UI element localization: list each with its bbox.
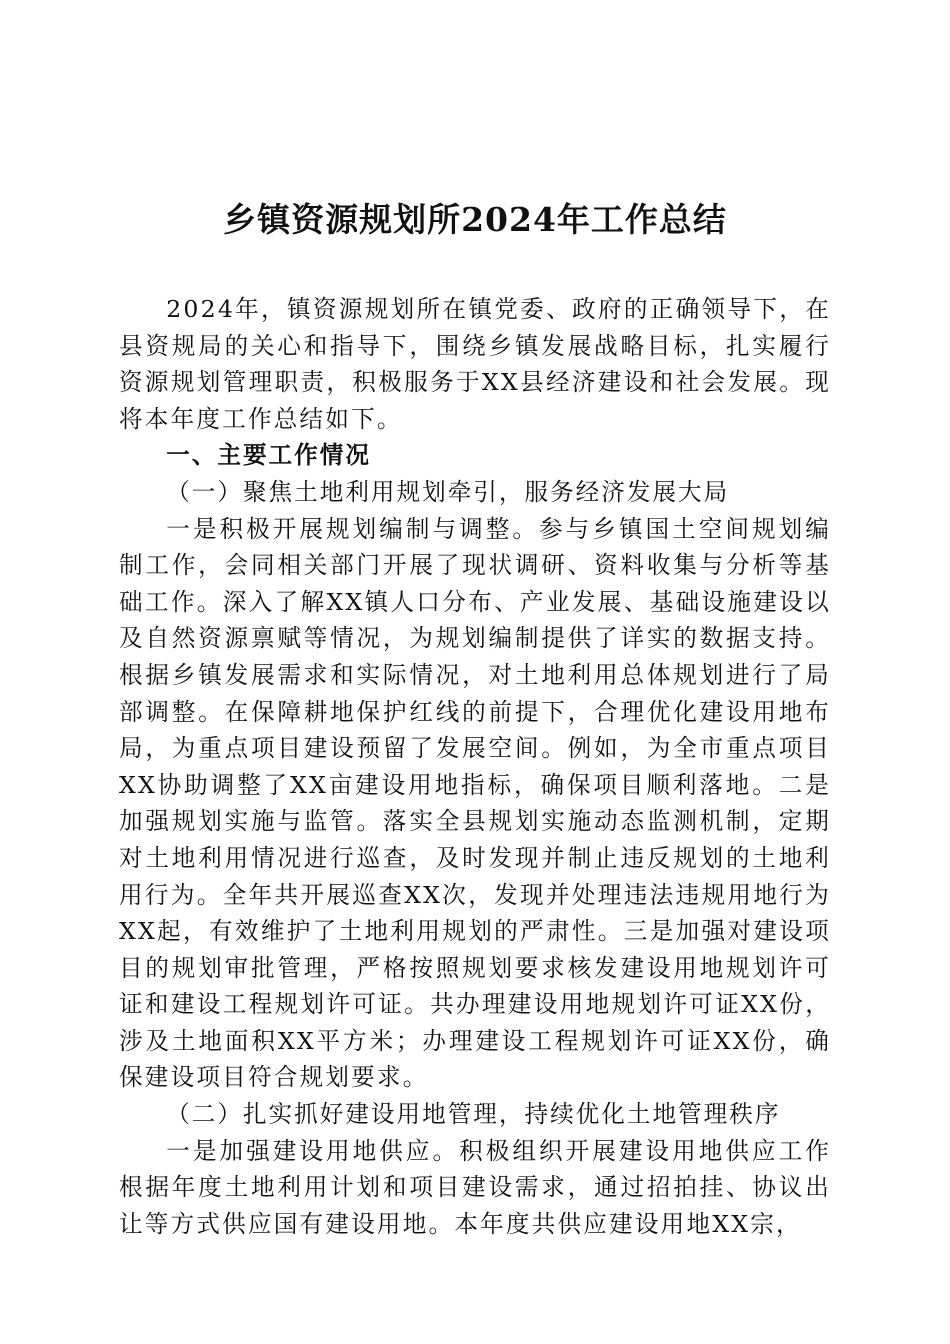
subsection-heading-1: （一）聚焦土地利用规划牵引，服务经济发展大局 xyxy=(166,477,730,506)
section-heading-main-work: 一、主要工作情况 xyxy=(166,441,371,470)
subsection-2-paragraph: 一是加强建设用地供应。积极组织开展建设用地供应工作根据年度土地利用计划和项目建设需求，通过招拍挂、协议出让等方式供应国有建设用地。本年度共供应建设用地XX宗， xyxy=(119,1136,831,1238)
subsection-heading-2: （二）扎实抓好建设用地管理，持续优化土地管理秩序 xyxy=(166,1100,781,1129)
subsection-1-paragraph: 一是积极开展规划编制与调整。参与乡镇国土空间规划编制工作，会同相关部门开展了现状调研、资料收集与分析等基础工作。深入了解XX镇人口分布、产业发展、基础设施建设以及自然资源禀赋等情况，为规划编制提供了详实的数据支持。根据乡镇发展需求和实际情况，对土地利用总体规划进行了局部调整。在保障耕地保护红线的前提下，合理优化建设用地布局，为重点项目建设预留了发展空间。例如，为全市重点项目XX协助调整了XX亩建设用地指标，确保项目顺利落地。二是加强规划实施与监管。落实全县规划实施动态监测机制，定期对土地利用情况进行巡查，及时发现并制止违反规划的土地利用行为。全年共开展巡查XX次，发现并处理违法违规用地行为XX起，有效维护了土地利用规划的严肃性。三是加强对建设项目的规划审批管理，严格按照规划要求核发建设用地规划许可证和建设工程规划许可证。共办理建设用地规划许可证XX份，涉及土地面积XX平方米；办理建设工程规划许可证XX份，确保建设项目符合规划要求。 xyxy=(119,514,831,1092)
document-title: 乡镇资源规划所2024年工作总结 xyxy=(223,200,727,239)
document-body xyxy=(119,291,831,1242)
intro-paragraph: 2024年，镇资源规划所在镇党委、政府的正确领导下，在县资规局的关心和指导下，围绕乡镇发展战略目标，扎实履行资源规划管理职责，积极服务于XX县经济建设和社会发展。现将本年度工作总结如下。 xyxy=(119,295,831,433)
